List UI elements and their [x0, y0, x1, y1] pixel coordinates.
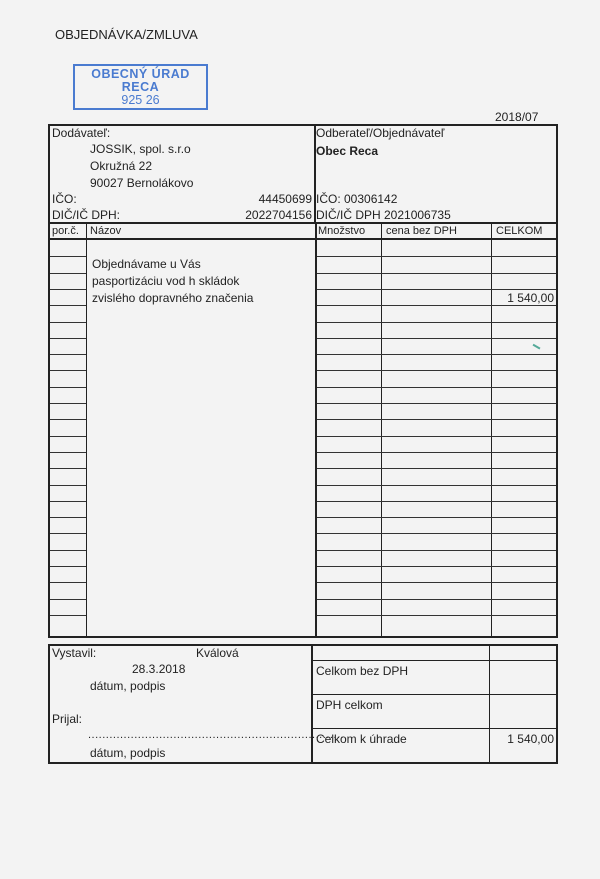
table-row	[50, 566, 86, 567]
supplier-ico: 44450699	[258, 192, 312, 206]
supplier-box	[48, 124, 316, 224]
items-table	[48, 238, 558, 638]
signature-box	[48, 644, 313, 764]
table-row	[50, 403, 86, 404]
table-row	[50, 517, 86, 518]
table-row	[50, 322, 86, 323]
table-row	[50, 289, 86, 290]
item-total: 1 540,00	[507, 291, 554, 305]
table-row	[50, 550, 86, 551]
stamp-line-2: RECA	[121, 80, 160, 94]
item-line-3: zvislého dopravného značenia	[92, 291, 254, 305]
table-row	[317, 322, 556, 323]
column-number: por.č.	[52, 225, 79, 237]
item-line-1: Objednávame u Vás	[92, 257, 201, 271]
column-price: cena bez DPH	[386, 225, 457, 237]
table-row	[317, 485, 556, 486]
table-row	[317, 566, 556, 567]
table-row	[317, 338, 556, 339]
table-row	[50, 305, 86, 306]
supplier-label: Dodávateľ:	[52, 126, 111, 140]
customer-name: Obec Reca	[316, 144, 379, 158]
column-quantity: Množstvo	[318, 225, 366, 237]
supplier-dic: 2022704156	[245, 208, 312, 222]
table-row	[317, 436, 556, 437]
table-row	[317, 517, 556, 518]
customer-box	[313, 124, 558, 224]
table-row	[50, 615, 86, 616]
issued-label: Vystavil:	[52, 646, 97, 660]
customer-dic: DIČ/IČ DPH 2021006735	[316, 208, 451, 222]
table-row	[317, 582, 556, 583]
supplier-city: 90027 Bernolákovo	[90, 176, 194, 190]
office-stamp	[73, 64, 208, 110]
supplier-name: JOSSIK, spol. s.r.o	[90, 142, 191, 156]
to-pay-value: 1 540,00	[507, 732, 554, 746]
table-row	[317, 419, 556, 420]
table-row	[317, 599, 556, 600]
table-row	[317, 370, 556, 371]
table-row	[317, 550, 556, 551]
supplier-ico-label: IČO:	[52, 192, 77, 206]
table-row	[317, 273, 556, 274]
table-row	[50, 256, 86, 257]
issued-by: Kválová	[196, 646, 239, 660]
table-row	[50, 436, 86, 437]
table-row	[317, 305, 556, 306]
document-number: 2018/07	[495, 110, 539, 124]
table-row	[317, 501, 556, 502]
stamp-line-1: OBECNÝ ÚRAD	[91, 67, 190, 81]
table-row	[50, 468, 86, 469]
customer-ico: IČO: 00306142	[316, 192, 398, 206]
table-row	[50, 599, 86, 600]
table-row	[317, 256, 556, 257]
table-row	[50, 501, 86, 502]
table-row	[50, 338, 86, 339]
table-row	[317, 387, 556, 388]
table-row	[50, 582, 86, 583]
stamp-line-3: 925 26	[121, 93, 160, 107]
supplier-dic-label: DIČ/IČ DPH:	[52, 208, 121, 222]
signature-line: ........................................................................	[88, 729, 345, 741]
column-name: Názov	[90, 225, 122, 237]
date-sign-label: dátum, podpis	[90, 679, 166, 693]
to-pay-label: Celkom k úhrade	[316, 732, 407, 746]
sum-no-vat-label: Celkom bez DPH	[316, 664, 409, 678]
table-row	[317, 452, 556, 453]
table-row	[50, 419, 86, 420]
table-row	[317, 533, 556, 534]
date-sign-label-2: dátum, podpis	[90, 746, 166, 760]
table-row	[50, 452, 86, 453]
table-row	[50, 485, 86, 486]
received-label: Prijal:	[52, 712, 83, 726]
table-row	[50, 387, 86, 388]
table-row	[50, 273, 86, 274]
column-total: CELKOM	[496, 225, 543, 237]
table-row	[317, 403, 556, 404]
table-row	[317, 468, 556, 469]
table-row	[50, 370, 86, 371]
table-row	[317, 289, 556, 290]
table-row	[50, 533, 86, 534]
table-row	[317, 354, 556, 355]
issue-date: 28.3.2018	[132, 662, 186, 676]
customer-label: Odberateľ/Objednávateľ	[316, 126, 445, 140]
totals-box	[313, 644, 558, 764]
vat-label: DPH celkom	[316, 698, 383, 712]
document-title: OBJEDNÁVKA/ZMLUVA	[55, 27, 198, 42]
item-line-2: pasportizáciu vod h skládok	[92, 274, 240, 288]
table-row	[50, 354, 86, 355]
table-row	[317, 615, 556, 616]
supplier-street: Okružná 22	[90, 159, 153, 173]
